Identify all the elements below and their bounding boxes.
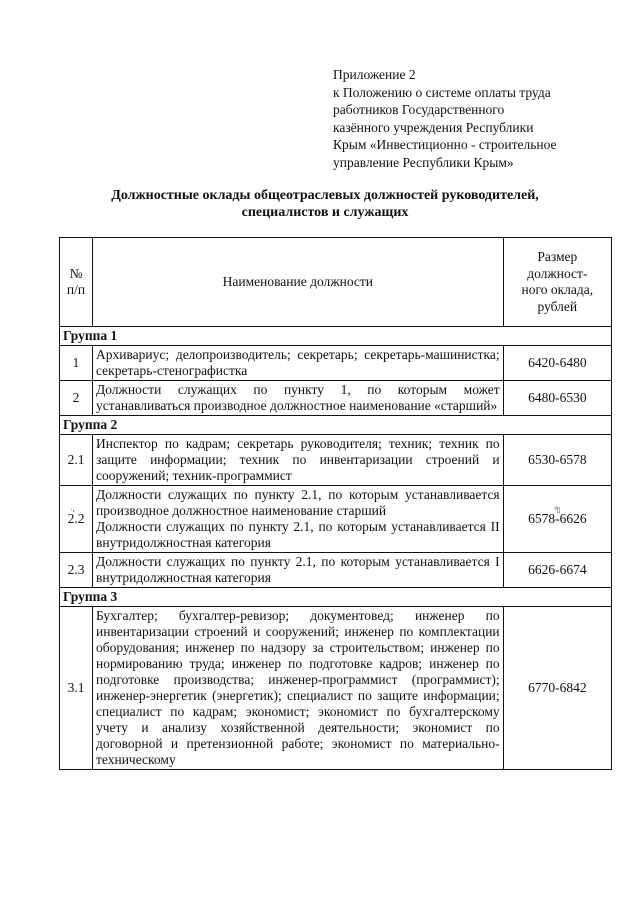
position-name (93, 346, 504, 381)
group-label: Группа 1 (60, 327, 612, 346)
position-name-text: Должности служащих по пункту 1, по которым может устанавливаться производное должностное наименование «старший» (96, 382, 500, 413)
row-number: 2.3 (60, 553, 93, 588)
salary-range: 6420-6480 (503, 346, 611, 381)
title-line: специалистов и служащих (241, 205, 409, 220)
group-label: Группа 2 (60, 416, 612, 435)
document-title (40, 187, 610, 221)
position-name-text: Инспектор по кадрам; секретарь руководителя; техник; техник по защите информации; техник по инвентаризации строений и сооружений; техник-программист (96, 436, 500, 483)
position-name-text: Архивариус; делопроизводитель; секретарь; секретарь-машинистка; секретарь-стенографистка (96, 347, 500, 378)
header-salary: Размер должност-ного оклада, рублей (503, 238, 611, 327)
row-number: 1 (60, 346, 93, 381)
scan-mark: ၛ (554, 503, 560, 512)
group-row (60, 327, 612, 346)
table-row (60, 607, 612, 770)
salary-range: 6480-6530 (503, 381, 611, 416)
scan-mark: ˒, (70, 504, 75, 513)
position-name (93, 553, 504, 588)
table-body (60, 327, 612, 770)
header-name: Наименование должности (93, 238, 504, 327)
position-name (93, 607, 504, 770)
appendix-line: к Положению о системе оплаты труда (333, 84, 551, 100)
header-num: № п/п (60, 238, 93, 327)
appendix-line: казённого учреждения Республики (333, 119, 534, 135)
table-row (60, 553, 612, 588)
position-name (93, 486, 504, 553)
salary-table (59, 237, 612, 770)
row-number: 2.2 (60, 486, 93, 553)
table-header-row (60, 238, 612, 327)
position-name-text: Должности служащих по пункту 2.1, по которым устанавливается II внутридолжностная категория (96, 519, 500, 550)
group-row (60, 588, 612, 607)
position-name-text: Должности служащих по пункту 2.1, по которым устанавливается производное должностное наименование старший (96, 487, 500, 518)
row-number: 3.1 (60, 607, 93, 770)
salary-range: 6626-6674 (503, 553, 611, 588)
position-name (93, 435, 504, 486)
group-row (60, 416, 612, 435)
appendix-line: управление Республики Крым» (333, 154, 514, 170)
position-name (93, 381, 504, 416)
salary-range: 6578-6626 (503, 486, 611, 553)
group-label: Группа 3 (60, 588, 612, 607)
row-number: 2.1 (60, 435, 93, 486)
appendix-line: работников Государственного (333, 102, 505, 117)
appendix-line: Крым «Инвестиционно - строительное (333, 137, 557, 152)
salary-range: 6530-6578 (503, 435, 611, 486)
title-line: Должностные оклады общеотраслевых должностей руководителей, (111, 188, 539, 203)
table-row (60, 435, 612, 486)
appendix-line: Приложение 2 (333, 67, 416, 82)
table-row (60, 486, 612, 553)
salary-range: 6770-6842 (503, 607, 611, 770)
table-row (60, 346, 612, 381)
position-name-text: Бухгалтер; бухгалтер-ревизор; документовед; инженер по инвентаризации строений и сооружений; инженер по комплектации оборудования; инженер по надзору за строительством; инженер по нормированию труда; инженер по подготовке кадров; инженер по подготовке производства; инженер-программист (программист); инженер-энергетик (энергетик); специалист по защите информации; специалист по кадрам; экономист; экономист по бухгалтерскому учету и анализу хозяйственной деятельности; экономист по договорной и претензионной работе; экономист по материально-техническому (96, 608, 500, 767)
appendix-block (333, 66, 633, 171)
position-name-text: Должности служащих по пункту 2.1, по которым устанавливается I внутридолжностная категория (96, 554, 500, 585)
row-number: 2 (60, 381, 93, 416)
table-row (60, 381, 612, 416)
